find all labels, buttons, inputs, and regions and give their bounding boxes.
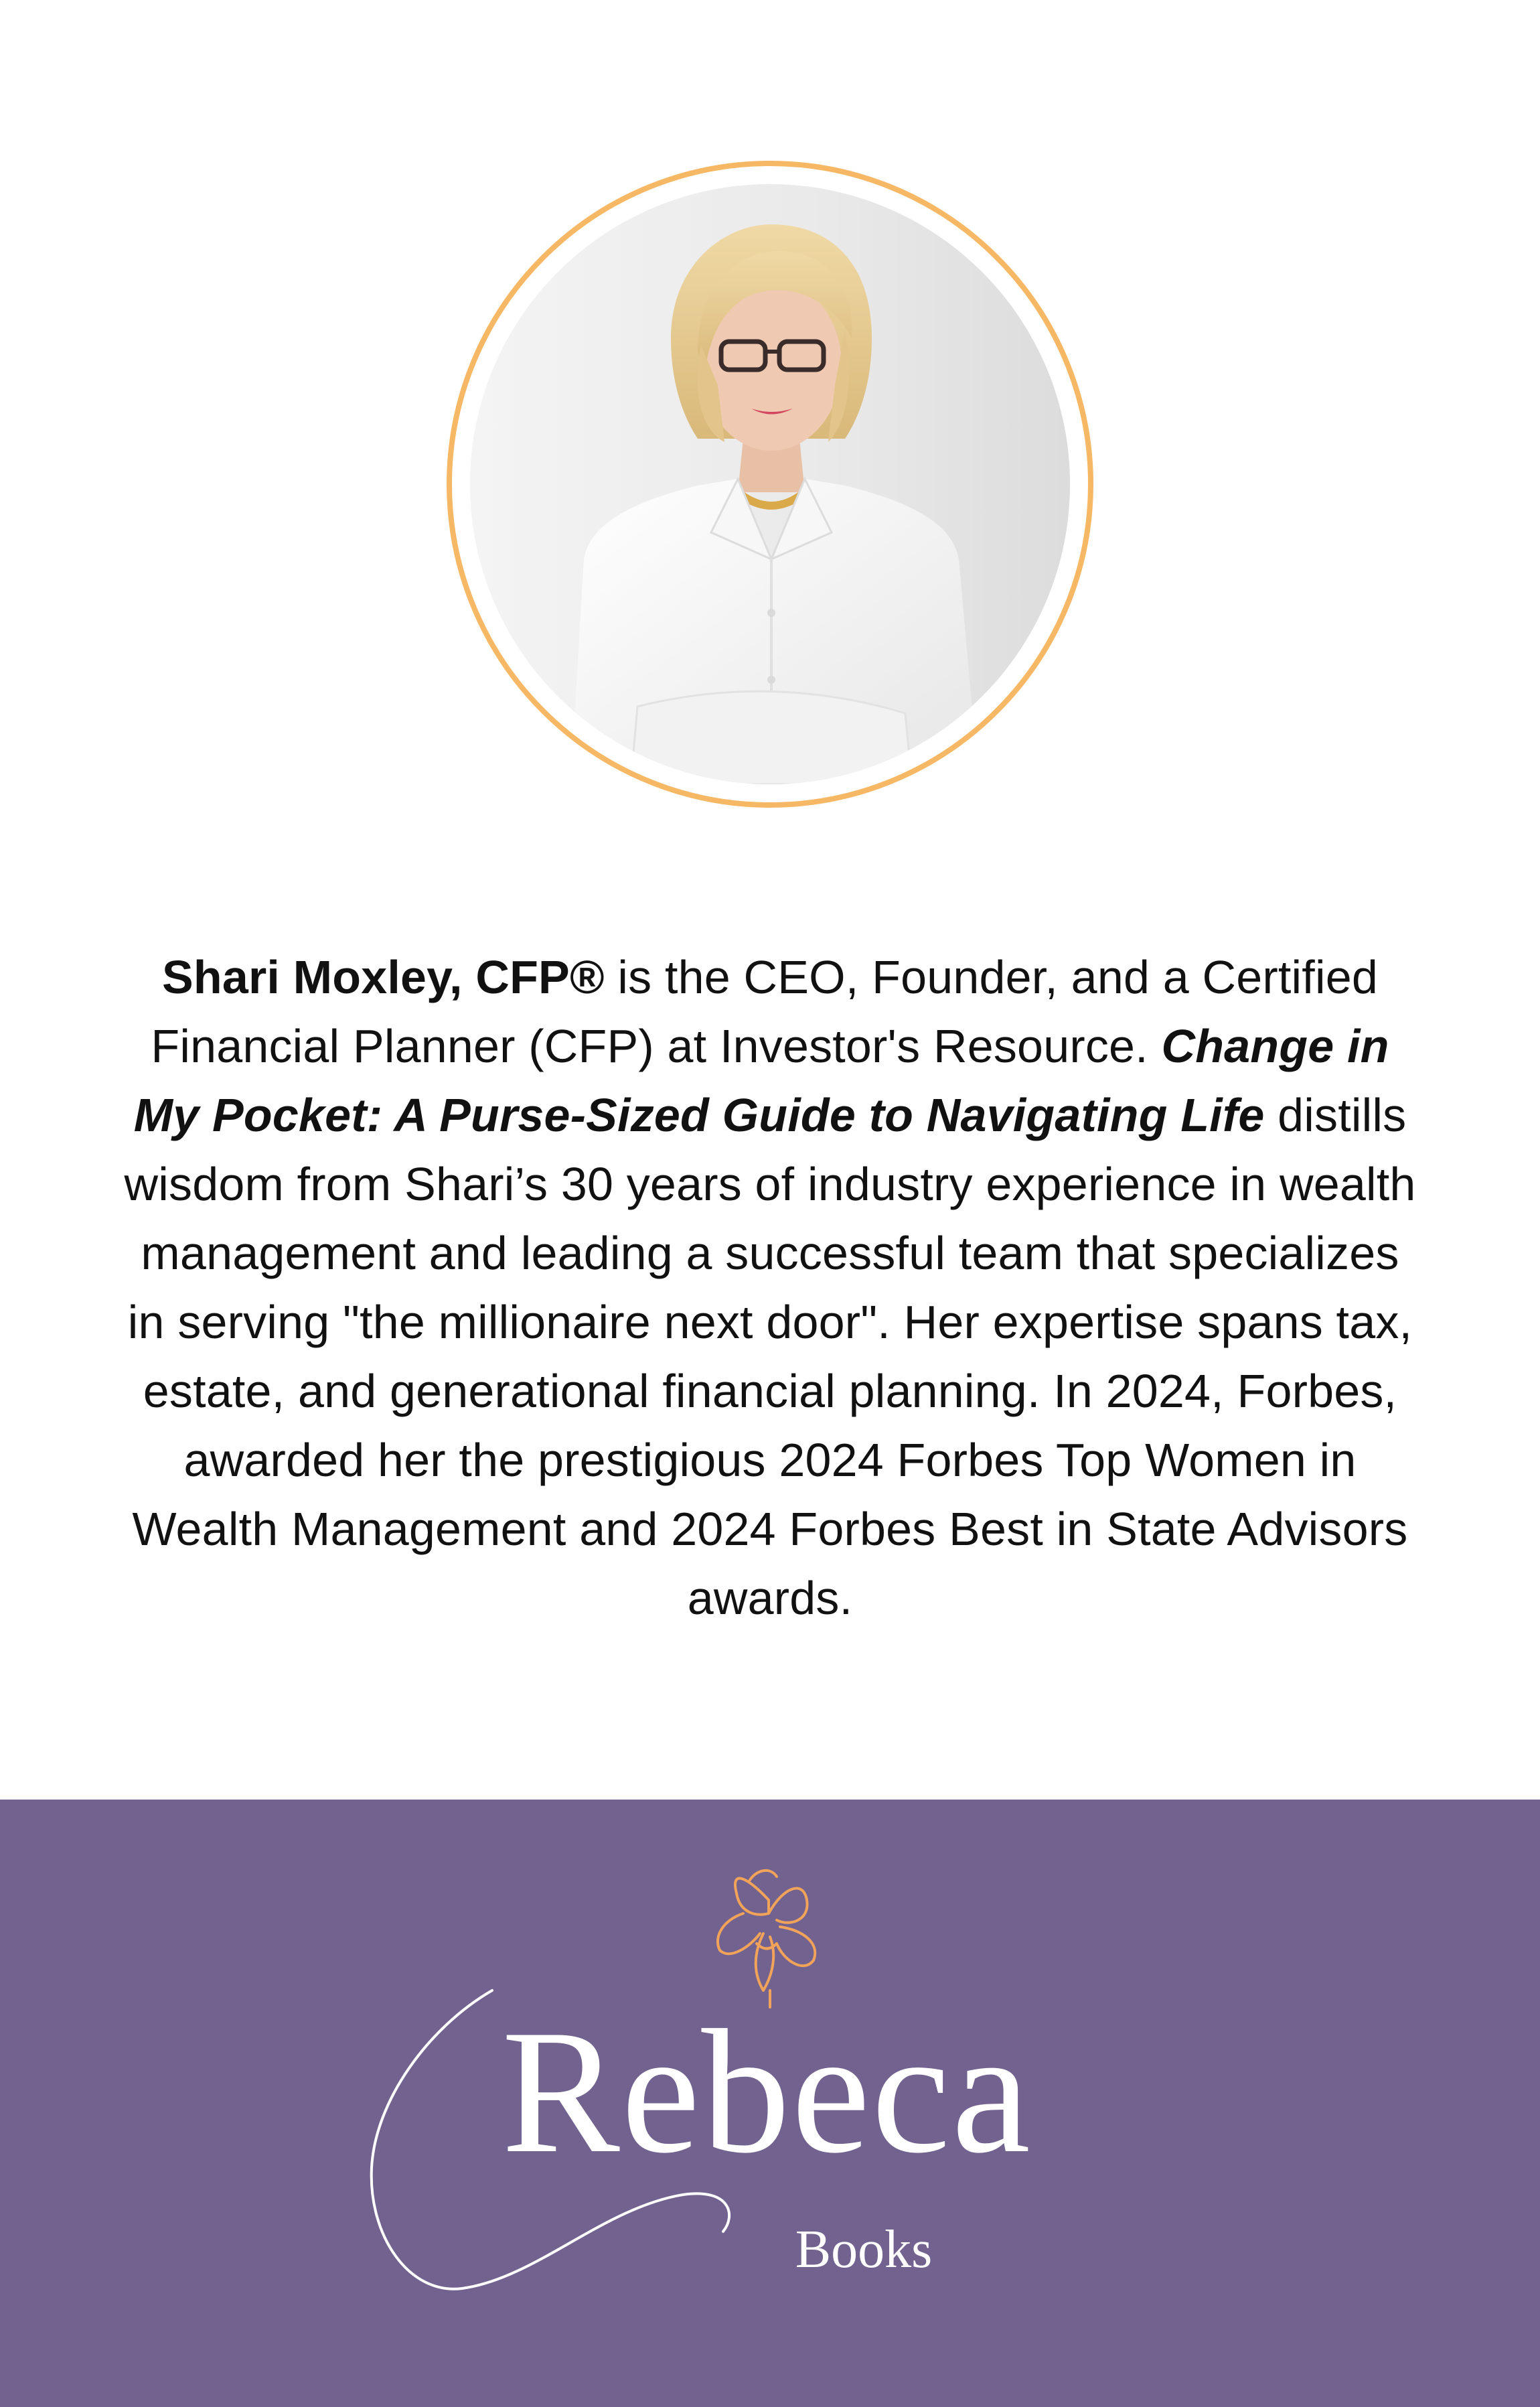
- iris-flower-icon: [718, 1871, 815, 2007]
- book-title: Change in My Pocket: A Purse-Sized Guide to Navigating Life: [133, 1020, 1389, 1141]
- author-bio: [121, 943, 1419, 1633]
- author-name: Shari Moxley, CFP®: [162, 951, 605, 1003]
- logo-subtitle: Books: [795, 2220, 933, 2279]
- bio-body: distills wisdom from Shari’s 30 years of industry experience in wealth management and leading a successful team that specializes in serving "the millionaire next door". Her expertise spans tax, estate, and generational financial planning. In 2024, Forbes, awarded her the prestigious 2024 Forbes Top Women in Wealth Management and 2024 Forbes Best in State Advisors awards.: [124, 1089, 1416, 1624]
- bio-intro: is the CEO, Founder, and a Certified Financial Planner (CFP) at Investor's Resource.: [151, 951, 1378, 1072]
- publisher-footer: [0, 1800, 1540, 2407]
- publisher-logo: [0, 1800, 1540, 2407]
- logo-wordmark: Rebeca: [502, 1994, 1032, 2190]
- author-photo: [470, 184, 1070, 784]
